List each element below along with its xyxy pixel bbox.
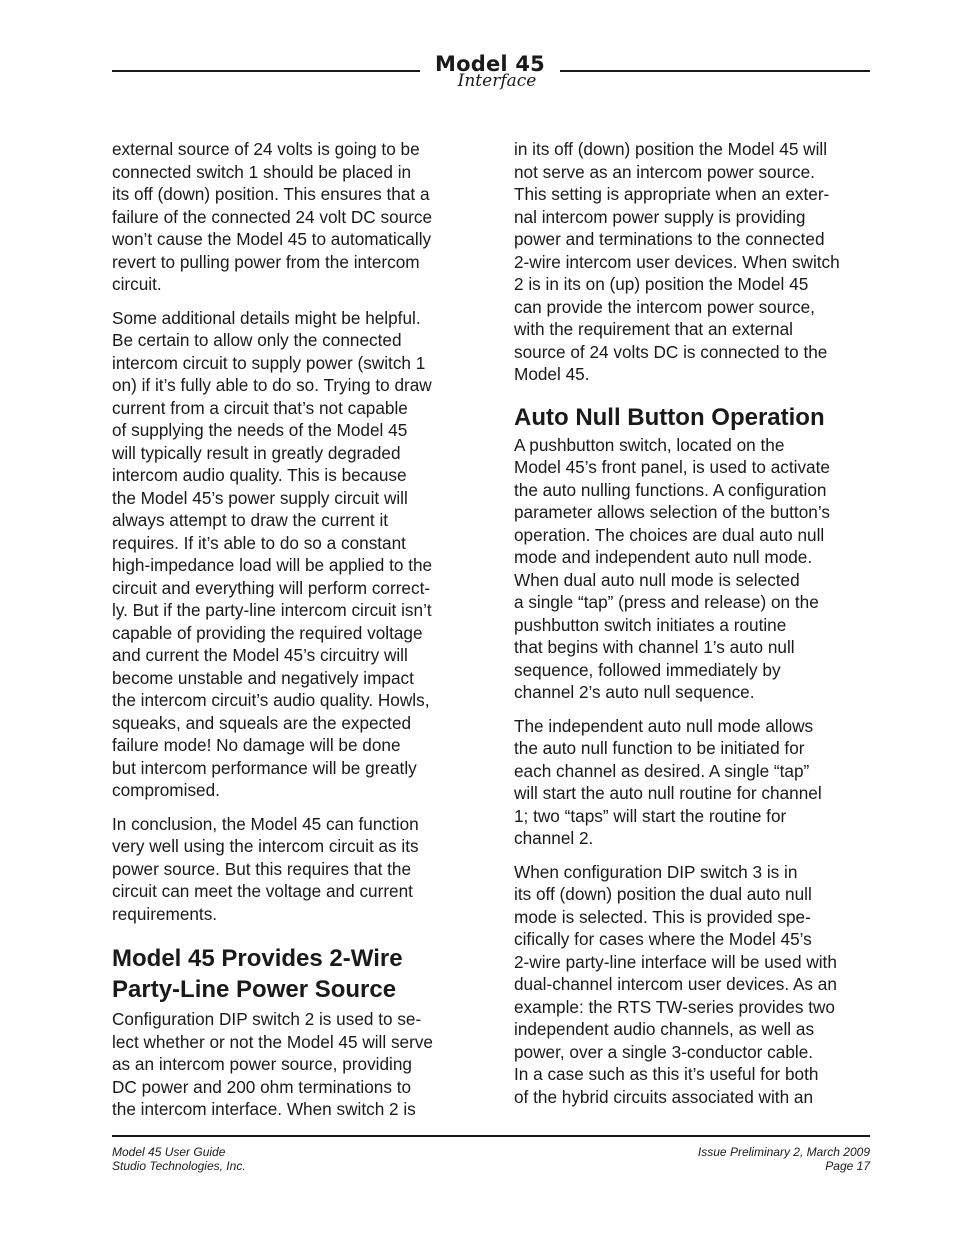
paragraph: Configuration DIP switch 2 is used to se- lect whether or not the Model 45 will serve as an intercom power source, providing DC power and 200 ohm terminations to the intercom interface. When switch 2 is bbox=[112, 1009, 433, 1119]
logo-title: Model 45 bbox=[435, 52, 545, 76]
paragraph: A pushbutton switch, located on the Model 45’s front panel, is used to activate the auto nulling functions. A configuration parameter allows selection of the button’s operation. The choices are dual auto null mode and independent auto null mode. When dual auto null mode is selected a single “tap” (press and release) on the pushbutton switch initiates a routine that begins with channel 1’s auto null sequence, followed immediately by channel 2’s auto null sequence. bbox=[514, 434, 830, 702]
footer-right bbox=[698, 1145, 870, 1173]
paragraph: The independent auto null mode allows the auto null function to be initiated for each channel as desired. A single “tap” will start the auto null routine for channel 1; two “taps” will start the routine for channel 2. bbox=[514, 715, 822, 848]
model-45-logo bbox=[424, 52, 556, 89]
paragraph: Some additional details might be helpful. Be certain to allow only the connected intercom circuit to supply power (switch 1 on) if it’s fully able to do so. Trying to draw current from a circuit that’s not capable of supplying the needs of the Model 45 will typically result in greatly degraded intercom audio quality. This is because the Model 45’s power supply circuit will always attempt to draw the current it requires. If it’s able to do so a constant high-impedance load will be applied to the circuit and everything will perform correct- ly. But if the party-line intercom circuit isn’t capable of providing the required voltage and current the Model 45’s circuitry will become unstable and negatively impact the intercom circuit’s audio quality. Howls, squeaks, and squeals are the expected failure mode! No damage will be done but intercom performance will be greatly compromised. bbox=[112, 307, 433, 800]
right-column bbox=[514, 138, 876, 1119]
paragraph: external source of 24 volts is going to be connected switch 1 should be placed in its off (down) position. This ensures that a failure of the connected 24 volt DC source won’t cause the Model 45 to automatically revert to pulling power from the intercom circuit. bbox=[112, 139, 433, 294]
section-heading-auto-null: Auto Null Button Operation bbox=[514, 403, 825, 431]
paragraph: In conclusion, the Model 45 can function very well using the intercom circuit as its power source. But this requires that the circuit can meet the voltage and current requirements. bbox=[112, 813, 419, 924]
left-column bbox=[112, 138, 472, 1132]
footer-issue: Issue Preliminary 2, March 2009 bbox=[697, 1145, 870, 1159]
footer-left bbox=[112, 1145, 246, 1173]
header-rule-right bbox=[560, 70, 870, 72]
footer-page-number: Page 17 bbox=[825, 1159, 870, 1173]
footer-guide-title: Model 45 User Guide bbox=[112, 1145, 226, 1159]
footer-company: Studio Technologies, Inc. bbox=[112, 1159, 246, 1173]
section-heading-power-source: Model 45 Provides 2-Wire Party-Line Power Source bbox=[112, 945, 403, 1003]
paragraph: When configuration DIP switch 3 is in its off (down) position the dual auto null mode is selected. This is provided spe- cifically for cases where the Model 45’s 2-wire party-line interface will be used with dual-channel intercom user devices. As an example: the RTS TW-series provides two independent audio channels, as well as power, over a single 3-conductor cable. In a case such as this it’s useful for both of the hybrid circuits associated with an bbox=[514, 861, 837, 1107]
header-rule-left bbox=[112, 70, 420, 72]
footer-rule bbox=[112, 1135, 870, 1137]
paragraph: in its off (down) position the Model 45 will not serve as an intercom power source. This setting is appropriate when an exter- nal intercom power supply is providing power and terminations to the connected 2-wire intercom user devices. When switch 2 is in its on (up) position the Model 45 can provide the intercom power source, with the requirement that an external source of 24 volts DC is connected to the Model 45. bbox=[514, 139, 840, 384]
logo-subtitle: Interface bbox=[457, 71, 537, 91]
